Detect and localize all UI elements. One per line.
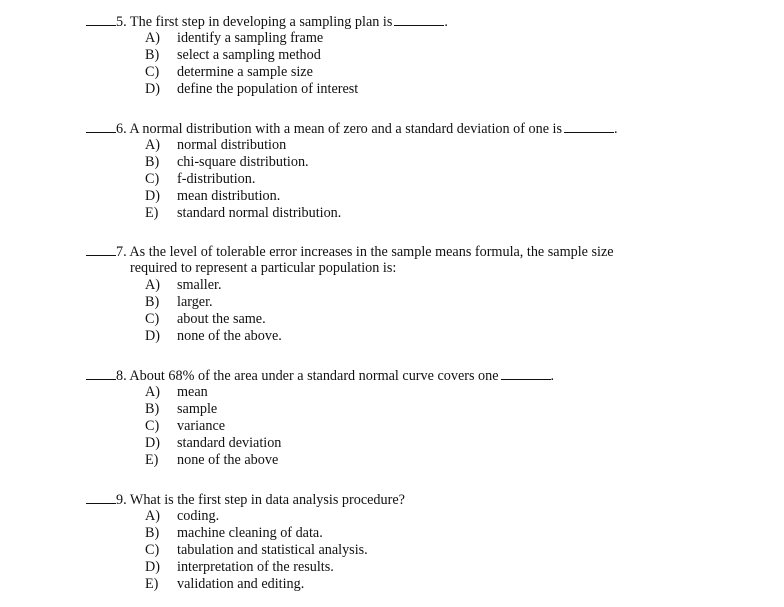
option-text: mean distribution. [177,188,281,204]
option-letter: A) [145,277,160,293]
option-a [145,30,323,47]
option-text: smaller. [177,277,222,293]
option-letter: C) [145,418,160,434]
option-text: validation and editing. [177,576,305,592]
option-text: coding. [177,508,220,524]
question-stem-line [86,12,448,31]
option-letter: D) [145,328,160,344]
option-d [145,435,281,452]
answer-blank[interactable] [86,119,116,133]
question-stem-continuation: required to represent a particular population is: [130,260,397,276]
question-stem-line [86,242,614,261]
option-d [145,188,280,205]
option-letter: A) [145,384,160,400]
option-letter: A) [145,508,160,524]
option-letter: A) [145,137,160,153]
question-stem: 6. A normal distribution with a mean of zero and a standard deviation of one is [116,121,563,137]
option-text: none of the above. [177,328,282,344]
option-text: about the same. [177,311,266,327]
question-stem-line [86,366,554,385]
option-letter: B) [145,401,160,417]
option-c [145,542,368,559]
option-text: machine cleaning of data. [177,525,323,541]
option-text: f-distribution. [177,171,256,187]
fill-in-blank [564,119,614,133]
answer-blank[interactable] [86,12,116,26]
option-text: normal distribution [177,137,287,153]
question-stem: 5. The first step in developing a sampling plan is [116,14,393,30]
option-text: determine a sample size [177,64,313,80]
option-letter: C) [145,542,160,558]
option-e [145,576,304,593]
option-text: identify a sampling frame [177,30,324,46]
option-letter: C) [145,311,160,327]
option-letter: C) [145,171,160,187]
option-d [145,559,334,576]
option-e [145,205,341,222]
option-text: mean [177,384,208,400]
option-text: standard deviation [177,435,282,451]
option-b [145,47,321,64]
option-d [145,328,282,345]
option-letter: E) [145,205,159,221]
option-b [145,154,309,171]
question-stem: 9. What is the first step in data analysis procedure? [116,492,405,508]
option-text: select a sampling method [177,47,321,63]
option-letter: B) [145,294,160,310]
stem-period: . [614,121,618,137]
option-text: sample [177,401,218,417]
question-stem-line [86,490,405,509]
option-letter: B) [145,154,160,170]
option-a [145,508,219,525]
option-letter: B) [145,525,160,541]
option-c [145,64,313,81]
answer-blank[interactable] [86,490,116,504]
option-c [145,311,266,328]
option-b [145,294,213,311]
option-letter: D) [145,188,160,204]
option-text: interpretation of the results. [177,559,334,575]
stem-period: . [550,368,555,384]
option-c [145,171,255,188]
option-letter: E) [145,452,159,468]
option-text: tabulation and statistical analysis. [177,542,368,558]
fill-in-blank [394,12,444,26]
option-text: none of the above [177,452,279,468]
fill-in-blank [501,366,551,380]
option-c [145,418,225,435]
option-letter: B) [145,47,160,63]
option-b [145,525,323,542]
option-text: define the population of interest [177,81,359,97]
option-text: standard normal distribution. [177,205,342,221]
stem-period: . [444,14,448,30]
option-letter: D) [145,559,160,575]
question-stem-line [86,119,618,138]
option-text: larger. [177,294,213,310]
question-stem: 8. About 68% of the area under a standard normal curve covers one [116,368,499,384]
question-stem: 7. As the level of tolerable error increases in the sample means formula, the sample size [116,244,614,260]
option-text: variance [177,418,226,434]
option-text: chi-square distribution. [177,154,309,170]
option-a [145,137,286,154]
option-a [145,384,208,401]
option-a [145,277,222,294]
option-b [145,401,217,418]
option-letter: A) [145,30,160,46]
answer-blank[interactable] [86,242,116,256]
option-e [145,452,278,469]
option-letter: D) [145,81,160,97]
option-letter: E) [145,576,159,592]
option-letter: D) [145,435,160,451]
answer-blank[interactable] [86,366,116,380]
option-letter: C) [145,64,160,80]
option-d [145,81,358,98]
